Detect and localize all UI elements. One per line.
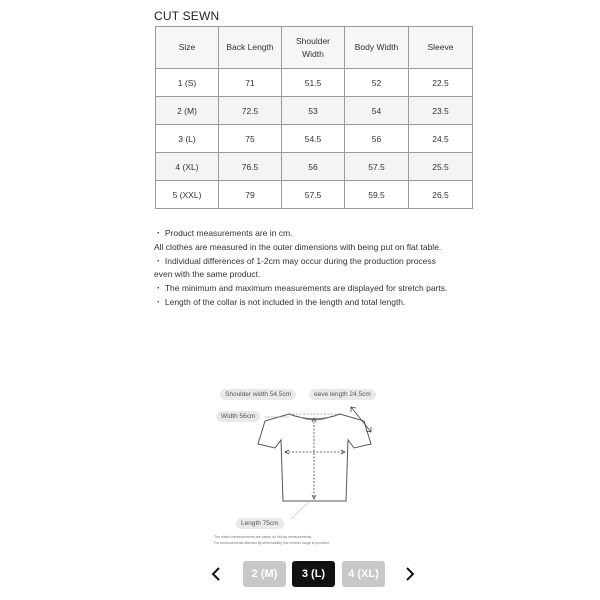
measurement-notes [154, 227, 454, 310]
size-button-xl[interactable]: 4 (XL) [342, 561, 385, 587]
cell-body-width: 52 [345, 69, 409, 97]
cell-size: 1 (S) [156, 69, 219, 97]
note-line: ・ Individual differences of 1-2cm may occur during the production process even with the same product. [154, 255, 436, 280]
cell-sleeve: 26.5 [409, 181, 473, 209]
shoulder-width-label: Shoulder width 54.5cm [220, 389, 296, 400]
cell-back-length: 76.5 [219, 153, 282, 181]
page-title: CUT SEWN [154, 9, 220, 23]
cell-size: 3 (L) [156, 125, 219, 153]
header-back-length: Back Length [219, 27, 282, 69]
cell-size: 5 (XXL) [156, 181, 219, 209]
cell-body-width: 56 [345, 125, 409, 153]
chevron-left-icon [210, 566, 222, 582]
note-line: ・ Product measurements are in cm. [154, 228, 293, 238]
size-button-m[interactable]: 2 (M) [243, 561, 286, 587]
header-sleeve: Sleeve [409, 27, 473, 69]
chevron-right-icon [404, 566, 416, 582]
length-label: Length 75cm [236, 518, 284, 529]
cell-shoulder-width: 56 [282, 153, 345, 181]
table-row [156, 69, 473, 97]
header-body-width: Body Width [345, 27, 409, 69]
cell-sleeve: 23.5 [409, 97, 473, 125]
prev-size-button[interactable] [208, 563, 224, 585]
table-row [156, 153, 473, 181]
table-row [156, 97, 473, 125]
cell-body-width: 54 [345, 97, 409, 125]
cell-size: 4 (XL) [156, 153, 219, 181]
tshirt-outline-icon [205, 380, 405, 555]
fine-print: For measurements affected by stretchability, the median range is provided. [214, 541, 330, 545]
table-row [156, 181, 473, 209]
cell-back-length: 79 [219, 181, 282, 209]
size-table [155, 26, 473, 209]
cell-sleeve: 24.5 [409, 125, 473, 153]
sleeve-length-label: eeve length 24.5cm [309, 389, 376, 400]
header-size: Size [156, 27, 219, 69]
cell-shoulder-width: 57.5 [282, 181, 345, 209]
cell-body-width: 57.5 [345, 153, 409, 181]
table-header-row [156, 27, 473, 69]
tshirt-measurement-diagram [205, 380, 405, 555]
cell-size: 2 (M) [156, 97, 219, 125]
header-shoulder-width: Shoulder Width [282, 27, 345, 69]
cell-body-width: 59.5 [345, 181, 409, 209]
cell-back-length: 75 [219, 125, 282, 153]
cell-sleeve: 22.5 [409, 69, 473, 97]
fine-print: The stated measurements are based on flat lay measurements. [214, 535, 313, 539]
next-size-button[interactable] [402, 563, 418, 585]
cell-back-length: 71 [219, 69, 282, 97]
cell-back-length: 72.5 [219, 97, 282, 125]
note-line: All clothes are measured in the outer dimensions with being put on flat table. [154, 241, 442, 252]
cell-shoulder-width: 53 [282, 97, 345, 125]
note-line: ・ The minimum and maximum measurements are displayed for stretch parts. [154, 283, 448, 294]
width-label: Width 56cm [216, 411, 260, 422]
cell-shoulder-width: 51.5 [282, 69, 345, 97]
table-row [156, 125, 473, 153]
cell-sleeve: 25.5 [409, 153, 473, 181]
note-line: ・ Length of the collar is not included in the length and total length. [154, 296, 406, 307]
cell-shoulder-width: 54.5 [282, 125, 345, 153]
size-button-l[interactable]: 3 (L) [292, 561, 335, 587]
